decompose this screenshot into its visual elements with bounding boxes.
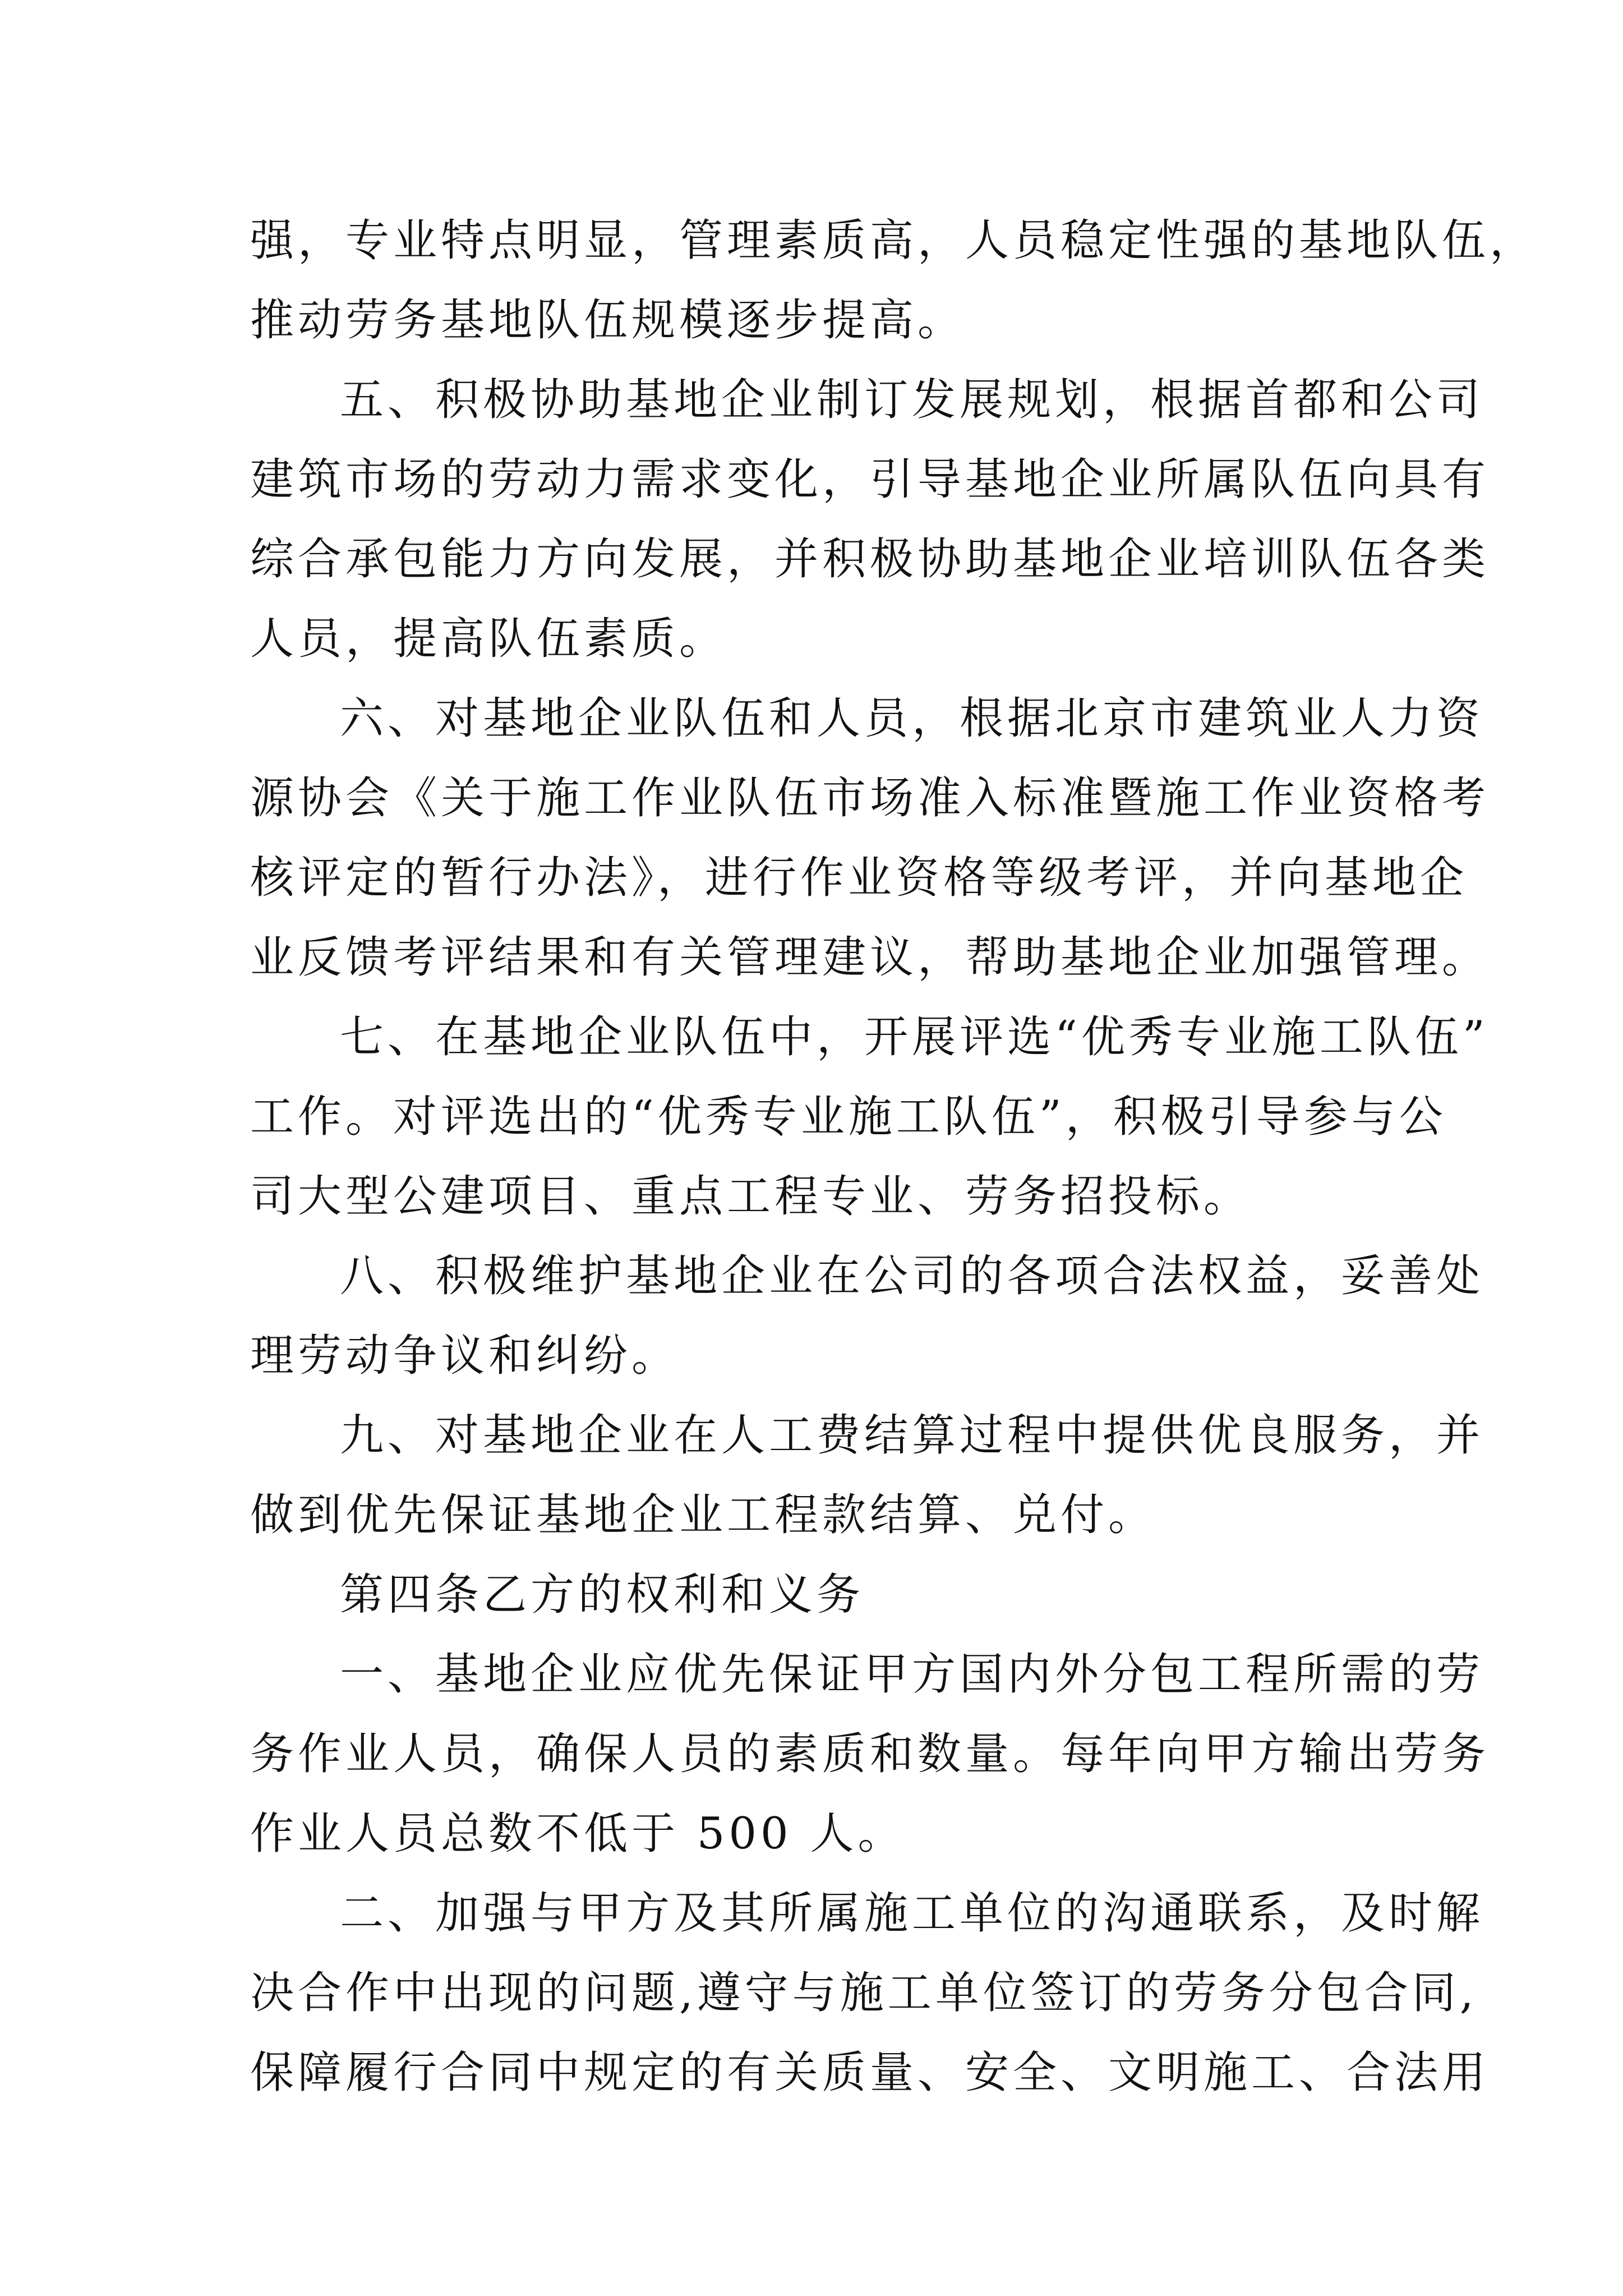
text-line: 七、在基地企业队伍中，开展评选“优秀专业施工队伍” — [340, 1012, 1489, 1062]
text-line: 推动劳务基地队伍规模逐步提高。 — [250, 295, 966, 346]
text-line: 理劳动争议和纠纷。 — [250, 1331, 680, 1381]
text-line: 五、积极协助基地企业制订发展规划，根据首都和公司 — [340, 375, 1484, 425]
text-line: 六、对基地企业队伍和人员，根据北京市建筑业人力资 — [340, 693, 1484, 744]
text-line: 做到优先保证基地企业工程款结算、兑付。 — [250, 1490, 1156, 1540]
text-line: 八、积极维护基地企业在公司的各项合法权益，妥善处 — [340, 1251, 1484, 1301]
text-line: 第四条乙方的权利和义务 — [340, 1570, 865, 1620]
text-line: 九、对基地企业在人工费结算过程中提供优良服务，并 — [340, 1410, 1484, 1461]
text-line: 综合承包能力方向发展，并积极协助基地企业培训队伍各类 — [250, 534, 1490, 585]
text-line: 业反馈考评结果和有关管理建议，帮助基地企业加强管理。 — [250, 932, 1490, 983]
text-line: 保障履行合同中规定的有关质量、安全、文明施工、合法用 — [250, 2047, 1490, 2098]
text-line: 核评定的暂行办法》，进行作业资格等级考评，并向基地企 — [250, 853, 1468, 903]
document-body — [250, 201, 1538, 2113]
text-line: 一、基地企业应优先保证甲方国内外分包工程所需的劳 — [340, 1649, 1484, 1700]
text-line: 强，专业特点明显，管理素质高，人员稳定性强的基地队伍， — [250, 215, 1538, 266]
text-line: 决合作中出现的问题,遵守与施工单位签订的劳务分包合同, — [250, 1968, 1478, 2018]
text-line: 作业人员总数不低于 500 人。 — [250, 1809, 906, 1859]
text-line: 司大型公建项目、重点工程专业、劳务招投标。 — [250, 1171, 1252, 1222]
text-line: 务作业人员，确保人员的素质和数量。每年向甲方输出劳务 — [250, 1729, 1490, 1779]
text-line: 人员，提高队伍素质。 — [250, 614, 727, 664]
text-line: 工作。对评选出的“优秀专业施工队伍”，积极引导参与公 — [250, 1092, 1447, 1142]
text-line: 源协会《关于施工作业队伍市场准入标准暨施工作业资格考 — [250, 773, 1490, 823]
text-line: 二、加强与甲方及其所属施工单位的沟通联系，及时解 — [340, 1888, 1484, 1939]
text-line: 建筑市场的劳动力需求变化，引导基地企业所属队伍向具有 — [250, 454, 1490, 505]
